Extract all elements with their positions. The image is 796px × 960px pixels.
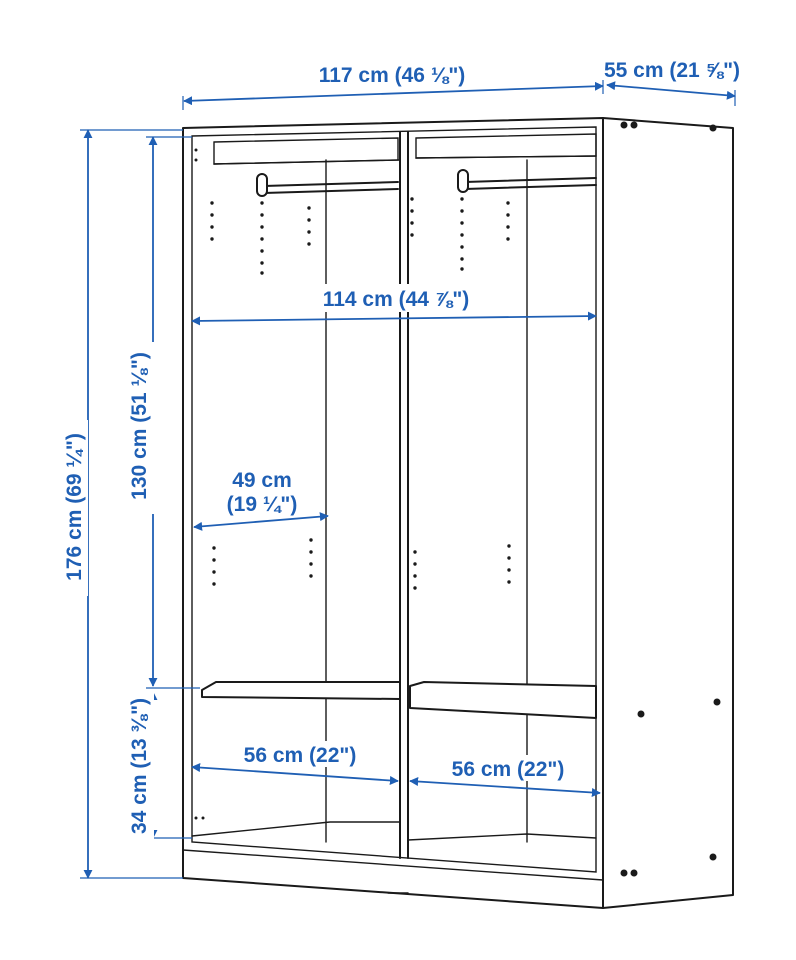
left-compartment-width-label: 56 cm (22") — [243, 744, 357, 767]
inner-width-label: 114 cm (44 ⅞") — [322, 288, 470, 311]
overall-height-label: 176 cm (69 ¼") — [63, 433, 86, 581]
pin-column-2 — [260, 201, 263, 274]
corner-marks — [195, 149, 205, 820]
right-compartment-width-label: 56 cm (22") — [451, 758, 565, 781]
pin-column-1 — [210, 201, 213, 240]
inner-width-line — [192, 316, 596, 321]
pin-column-4 — [410, 197, 413, 236]
inner-depth-line — [194, 516, 328, 527]
inner-depth-label-line1: 49 cm — [232, 469, 292, 492]
clothes-rail-left — [257, 174, 398, 196]
pin-column-9 — [413, 550, 416, 589]
pin-column-7 — [212, 546, 215, 585]
plinth — [183, 850, 603, 880]
center-divider — [400, 132, 408, 858]
overall-depth-line — [607, 85, 735, 96]
lower-height-label: 34 cm (13 ⅜") — [128, 697, 151, 835]
top-box-right — [416, 134, 596, 158]
bottom-shelf-left — [192, 822, 400, 836]
hanging-height-label: 130 cm (51 ⅛") — [128, 352, 151, 500]
pin-column-5 — [460, 197, 463, 270]
right-compartment-width-line — [410, 781, 600, 793]
top-box-left — [214, 138, 398, 164]
right-side-panel — [603, 118, 733, 908]
overall-width-line — [184, 86, 603, 101]
overall-width-label: 117 cm (46 ⅛") — [318, 64, 466, 87]
overall-depth-label: 55 cm (21 ⅝") — [603, 59, 741, 82]
shelf-left — [202, 682, 400, 699]
pin-column-3 — [307, 206, 310, 245]
pin-column-6 — [506, 201, 509, 240]
left-compartment-width-line — [192, 767, 398, 781]
shelf-right — [410, 682, 596, 718]
bottom-shelf-right — [408, 834, 596, 840]
pin-column-8 — [309, 538, 312, 577]
dimension-labels — [62, 59, 740, 842]
side-panel-fittings — [621, 122, 721, 877]
pin-column-10 — [507, 544, 510, 583]
inner-depth-label-line2: (19 ¼") — [226, 493, 298, 516]
